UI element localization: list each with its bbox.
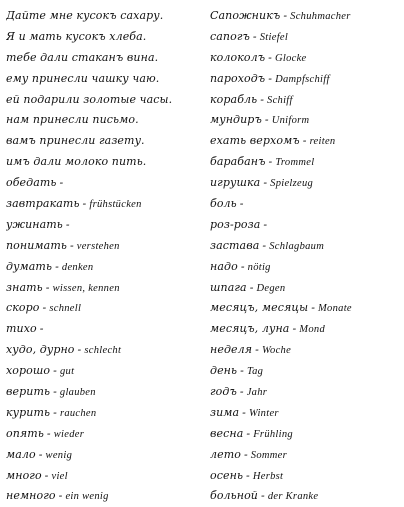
separator-dash: - xyxy=(246,426,251,440)
vocab-row xyxy=(210,215,400,236)
separator-dash: - xyxy=(55,259,59,273)
vocab-row xyxy=(6,236,206,257)
russian-word: немного xyxy=(6,489,56,503)
separator-dash: - xyxy=(262,238,267,252)
vocab-row xyxy=(210,90,400,111)
russian-word: осень xyxy=(210,468,244,482)
vocab-row xyxy=(210,466,400,487)
russian-word: игрушка xyxy=(210,176,261,190)
vocab-row xyxy=(210,131,400,152)
separator-dash xyxy=(146,30,152,43)
russian-word: ей подарили золотые часы. xyxy=(6,92,173,106)
russian-word: застава xyxy=(210,238,260,252)
vocab-row xyxy=(210,340,400,361)
russian-word: шпага xyxy=(210,280,247,294)
vocab-row xyxy=(6,466,206,487)
separator-dash: - xyxy=(246,468,250,482)
separator-dash: - xyxy=(53,385,57,399)
russian-word: роз-роза xyxy=(210,217,261,231)
separator-dash: - xyxy=(283,9,288,22)
vocab-row xyxy=(6,48,206,69)
russian-word: хорошо xyxy=(6,364,51,378)
vocab-row xyxy=(6,90,206,111)
german-word: Trommel xyxy=(275,157,315,169)
vocab-row xyxy=(210,486,400,507)
german-word: Sommer xyxy=(250,449,288,461)
separator-dash: - xyxy=(260,489,265,503)
separator-dash xyxy=(139,113,145,126)
vocab-row xyxy=(6,6,206,27)
separator-dash: - xyxy=(42,301,47,315)
separator-dash xyxy=(172,93,178,106)
separator-dash: - xyxy=(59,176,64,190)
german-word: reiten xyxy=(309,136,336,148)
separator-dash: - xyxy=(53,405,57,419)
separator-dash xyxy=(163,9,169,22)
vocab-row xyxy=(210,48,400,69)
right-column xyxy=(210,6,400,507)
russian-word: барабанъ xyxy=(210,155,266,169)
vocab-row xyxy=(210,319,400,340)
vocab-row xyxy=(210,382,400,403)
german-word: der Kranke xyxy=(267,491,319,503)
german-word: schnell xyxy=(49,303,82,315)
russian-word: месяцъ, месяцы xyxy=(210,301,309,315)
vocab-row xyxy=(210,424,400,445)
vocab-row xyxy=(210,445,400,466)
vocab-row xyxy=(210,403,400,424)
separator-dash xyxy=(145,134,151,147)
german-word: wissen, kennen xyxy=(52,282,120,294)
german-word: Frühling xyxy=(253,428,293,440)
russian-word: боль xyxy=(210,197,237,211)
left-column xyxy=(6,6,206,507)
german-word: Degen xyxy=(256,282,286,294)
russian-word: весна xyxy=(210,426,244,440)
russian-word: больной xyxy=(210,489,258,503)
vocab-row xyxy=(6,27,206,48)
german-word: verstehen xyxy=(76,240,120,252)
vocab-row xyxy=(210,361,400,382)
vocab-row xyxy=(6,298,206,319)
german-word: Dampfschiff xyxy=(275,73,330,85)
separator-dash: - xyxy=(69,238,74,252)
german-word: Tag xyxy=(246,366,264,378)
separator-dash: - xyxy=(44,468,49,482)
german-word: Monate xyxy=(318,303,352,315)
russian-word: Сапожникъ xyxy=(210,9,281,22)
vocab-row xyxy=(210,173,400,194)
russian-word: ему принесли чашку чаю. xyxy=(6,71,160,85)
separator-dash: - xyxy=(242,405,246,419)
russian-word: сапогъ xyxy=(210,29,250,43)
german-word: Jahr xyxy=(246,387,268,399)
separator-dash xyxy=(159,72,165,85)
vocab-row xyxy=(6,424,206,445)
russian-word: неделя xyxy=(210,343,253,357)
russian-word: обедать xyxy=(6,176,57,190)
separator-dash: - xyxy=(243,447,248,461)
separator-dash: - xyxy=(249,280,254,294)
vocab-row xyxy=(6,215,206,236)
vocab-row xyxy=(210,27,400,48)
russian-word: понимать xyxy=(6,238,67,252)
vocab-row xyxy=(6,110,206,131)
vocab-row xyxy=(6,382,206,403)
german-word: Uniform xyxy=(271,115,310,127)
russian-word: мало xyxy=(6,447,36,461)
vocab-row xyxy=(210,6,400,27)
separator-dash: - xyxy=(255,343,259,357)
separator-dash xyxy=(158,51,164,64)
vocab-row xyxy=(210,110,400,131)
separator-dash: - xyxy=(268,155,273,169)
russian-word: опять xyxy=(6,426,44,440)
separator-dash: - xyxy=(302,134,307,148)
russian-word: корабль xyxy=(210,92,258,106)
vocab-row xyxy=(6,152,206,173)
separator-dash: - xyxy=(39,322,44,336)
separator-dash: - xyxy=(260,92,265,106)
vocab-row xyxy=(6,361,206,382)
russian-word: курить xyxy=(6,405,51,419)
russian-word: годъ xyxy=(210,385,237,399)
vocab-row xyxy=(6,278,206,299)
german-word: ein wenig xyxy=(65,491,109,503)
russian-word: мундиръ xyxy=(210,113,262,127)
russian-word: вамъ принесли газету. xyxy=(6,134,145,148)
separator-dash: - xyxy=(240,259,245,273)
german-word: Mond xyxy=(299,324,325,336)
german-word: Glocke xyxy=(274,52,307,64)
russian-word: много xyxy=(6,468,42,482)
german-word: rauchen xyxy=(59,407,97,419)
separator-dash: - xyxy=(263,176,268,190)
separator-dash: - xyxy=(82,197,87,211)
separator-dash: - xyxy=(77,343,82,357)
german-word: Winter xyxy=(249,407,279,419)
russian-word: знать xyxy=(6,280,43,294)
german-word: frühstücken xyxy=(89,199,142,211)
vocab-row xyxy=(6,403,206,424)
vocab-row xyxy=(210,236,400,257)
russian-word: пароходъ xyxy=(210,71,266,85)
russian-word: месяцъ, луна xyxy=(210,322,290,336)
separator-dash: - xyxy=(292,322,297,336)
separator-dash: - xyxy=(252,29,257,43)
german-word: Schuhmacher xyxy=(290,11,351,22)
separator-dash: - xyxy=(65,217,70,231)
vocab-row xyxy=(6,319,206,340)
separator-dash: - xyxy=(311,301,316,315)
german-word: Woche xyxy=(261,345,292,357)
separator-dash: - xyxy=(53,364,57,378)
vocab-row xyxy=(6,194,206,215)
vocab-row xyxy=(6,131,206,152)
german-word: Schlagbaum xyxy=(269,240,325,252)
separator-dash: - xyxy=(264,113,269,127)
vocab-row xyxy=(6,340,206,361)
vocab-row xyxy=(6,257,206,278)
separator-dash: - xyxy=(268,50,272,64)
separator-dash xyxy=(146,155,152,168)
russian-word: надо xyxy=(210,259,238,273)
russian-word: верить xyxy=(6,385,51,399)
russian-word: лето xyxy=(210,447,241,461)
russian-word: зима xyxy=(210,405,240,419)
separator-dash: - xyxy=(45,280,50,294)
german-word: glauben xyxy=(59,387,96,399)
russian-word: думать xyxy=(6,259,53,273)
german-word: Spielzeug xyxy=(270,178,314,190)
separator-dash: - xyxy=(58,489,63,503)
vocab-row xyxy=(210,298,400,319)
german-word: Stiefel xyxy=(259,31,289,43)
separator-dash: - xyxy=(38,447,43,461)
russian-word: ужинать xyxy=(6,217,63,231)
russian-word: день xyxy=(210,364,238,378)
russian-word: тебе дали стаканъ вина. xyxy=(6,50,159,64)
german-word: Schiff xyxy=(267,94,293,106)
russian-word: Дайте мне кусокъ сахару. xyxy=(6,9,164,22)
vocab-row xyxy=(6,69,206,90)
vocab-row xyxy=(210,278,400,299)
german-word: Herbst xyxy=(252,470,284,482)
german-word: wenig xyxy=(45,449,73,461)
russian-word: завтракать xyxy=(6,197,80,211)
german-word: gut xyxy=(59,366,75,378)
separator-dash: - xyxy=(46,426,51,440)
russian-word: тихо xyxy=(6,322,37,336)
german-word: denken xyxy=(61,261,94,273)
russian-word: Я и мать кусокъ хлеба. xyxy=(6,29,147,43)
russian-word: имъ дали молоко пить. xyxy=(6,155,147,169)
separator-dash: - xyxy=(268,71,273,85)
russian-word: худо, дурно xyxy=(6,343,75,357)
russian-word: скоро xyxy=(6,301,40,315)
russian-word: колоколъ xyxy=(210,50,266,64)
separator-dash: - xyxy=(263,217,268,231)
vocab-row xyxy=(210,69,400,90)
separator-dash: - xyxy=(239,385,244,399)
separator-dash: - xyxy=(240,364,244,378)
separator-dash: - xyxy=(239,197,244,211)
german-word: schlecht xyxy=(84,345,122,357)
german-word: nötig xyxy=(247,261,271,273)
vocab-row xyxy=(210,257,400,278)
vocab-row xyxy=(6,445,206,466)
german-word: viel xyxy=(51,470,68,482)
vocab-row xyxy=(6,486,206,507)
vocab-row xyxy=(210,152,400,173)
vocab-row xyxy=(210,194,400,215)
german-word: wieder xyxy=(53,428,85,440)
vocab-row xyxy=(6,173,206,194)
russian-word: ехать верхомъ xyxy=(210,134,300,148)
russian-word: нам принесли письмо. xyxy=(6,113,139,127)
